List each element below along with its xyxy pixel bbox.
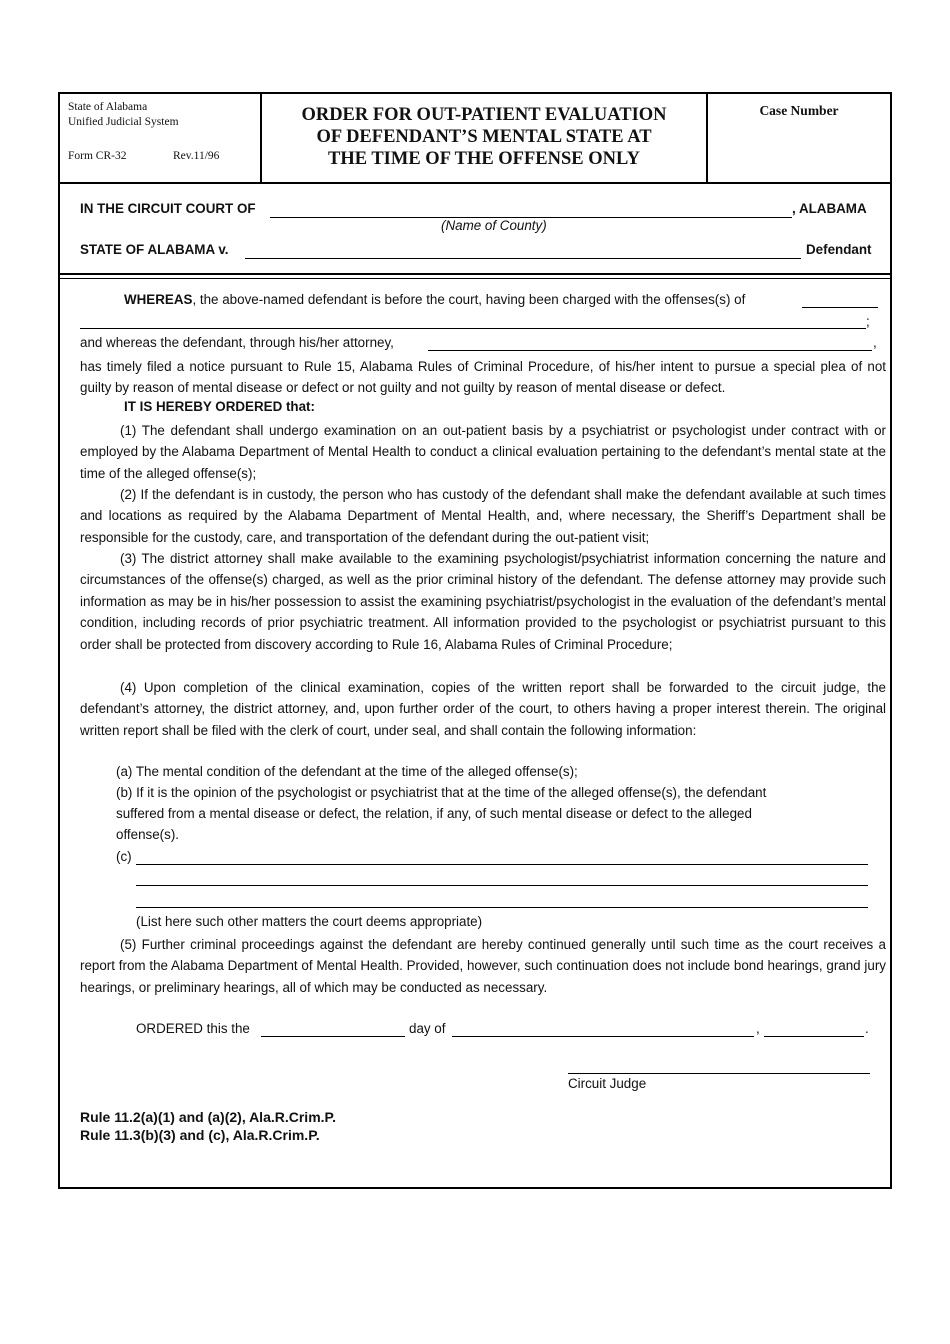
day-of-label: day of [409,1021,446,1036]
county-caption: (Name of County) [441,218,547,233]
revision: Rev.11/96 [173,150,220,162]
item-b-line-1: (b) If it is the opinion of the psychologist or psychiatrist that at the time of the alleged offense(s), the defendant [116,785,767,800]
whereas-bold: WHEREAS [124,292,193,307]
date-period: . [865,1021,869,1036]
title-line-1: ORDER FOR OUT-PATIENT EVALUATION [301,105,667,125]
paragraph-3: (3) The district attorney shall make available to the examining psychologist/psychiatrist information concerning the nature and circumstances of the offense(s) charged, as well as the prior criminal history of the defendant. The defense attorney may provide such information as may be in his/her possession to assist the examining psychiatrist/psychologist in the evaluation of the defendant’s mental condition, including records of prior psychiatric treatment. All information provided to the psychologist or psychiatrist pursuant to this order shall be protected from discovery according to Rule 16, Alabama Rules of Criminal Procedure; [80,551,886,652]
offenses-field[interactable] [802,307,878,308]
item-c: (c) [116,849,132,864]
state-v-label: STATE OF ALABAMA v. [80,242,229,257]
whereas-line [124,292,745,307]
circuit-judge-label: Circuit Judge [568,1076,647,1091]
semicolon: ; [866,314,870,329]
ordered-this-label: ORDERED this the [136,1021,250,1036]
item-b-line-3: offense(s). [116,827,180,842]
paragraph-5: (5) Further criminal proceedings against the defendant are hereby continued generally until such time as the court receives a report from the Alabama Department of Mental Health. Provided, however, such continuation does not include bond hearings, grand jury hearings, or preliminary hearings, all of which may be conducted as necessary. [80,937,886,995]
paragraph-1: (1) The defendant shall undergo examination on an out-patient basis by a psychiatrist or psychologist under contract with or employed by the Alabama Department of Mental Health to conduct a clinical evaluation pertaining to the defendant’s mental state at the time of the alleged offense(s); [80,423,886,481]
double-divider [60,273,890,279]
attorney-field[interactable] [428,350,872,351]
item-c-field-2[interactable] [136,885,868,886]
title-line-2: OF DEFENDANT’S MENTAL STATE AT [316,127,652,147]
defendant-label: Defendant [806,242,872,257]
alabama-suffix: , ALABAMA [792,201,867,216]
form-header [60,94,890,184]
title-line-3: THE TIME OF THE OFFENSE ONLY [327,149,640,169]
form-title [260,94,708,182]
judge-signature-field[interactable] [568,1073,870,1074]
case-number-box[interactable] [708,94,890,182]
offenses-field-continued[interactable] [80,328,866,329]
year-field[interactable] [764,1036,864,1037]
item-c-field-3[interactable] [136,907,868,908]
agency-block [60,94,260,182]
rule-citation-1: Rule 11.2(a)(1) and (a)(2), Ala.R.Crim.P. [80,1109,336,1125]
attorney-text: and whereas the defendant, through his/her attorney, [80,335,394,350]
attorney-comma: , [873,335,877,350]
defendant-name-field[interactable] [245,258,801,259]
paragraph-4: (4) Upon completion of the clinical examination, copies of the written report shall be forwarded to the circuit judge, the defendant’s attorney, the district attorney, and, upon further order of the court, to others having a proper interest therein. The original written report shall be filed with the clerk of court, under seal, and shall contain the following information: [80,680,886,738]
paragraph-2: (2) If the defendant is in custody, the person who has custody of the defendant shall make the defendant available at such times and locations as required by the Alabama Department of Mental Health, and, where necessary, the Sheriff’s Department shall be responsible for the custody, care, and transportation of the defendant during the out-patient visit; [80,487,886,545]
whereas-text: , the above-named defendant is before the court, having been charged with the offenses(s) of [192,292,746,307]
court-form [58,92,892,1189]
rule-citation-2: Rule 11.3(b)(3) and (c), Ala.R.Crim.P. [80,1127,320,1143]
case-number-label: Case Number [759,103,839,118]
system-name: Unified Judicial System [68,116,179,128]
day-field[interactable] [261,1036,405,1037]
circuit-court-label: IN THE CIRCUIT COURT OF [80,201,256,216]
ordered-heading: IT IS HEREBY ORDERED that: [124,399,315,414]
month-field[interactable] [452,1036,754,1037]
item-a: (a) The mental condition of the defendant at the time of the alleged offense(s); [116,764,578,779]
item-c-field-1[interactable] [136,864,868,865]
filed-text: has timely filed a notice pursuant to Rule 15, Alabama Rules of Criminal Procedure, of his/her intent to pursue a special plea of not guilty by reason of mental disease or defect or not guilty and not guilty by reason of mental disease or defect. [80,359,886,396]
item-b-line-2: suffered from a mental disease or defect, the relation, if any, of such mental disease or defect to the alleged [116,806,752,821]
form-number: Form CR-32 [68,150,127,162]
date-comma: , [756,1021,760,1036]
state-name: State of Alabama [68,101,148,113]
list-note: (List here such other matters the court deems appropriate) [136,914,483,929]
